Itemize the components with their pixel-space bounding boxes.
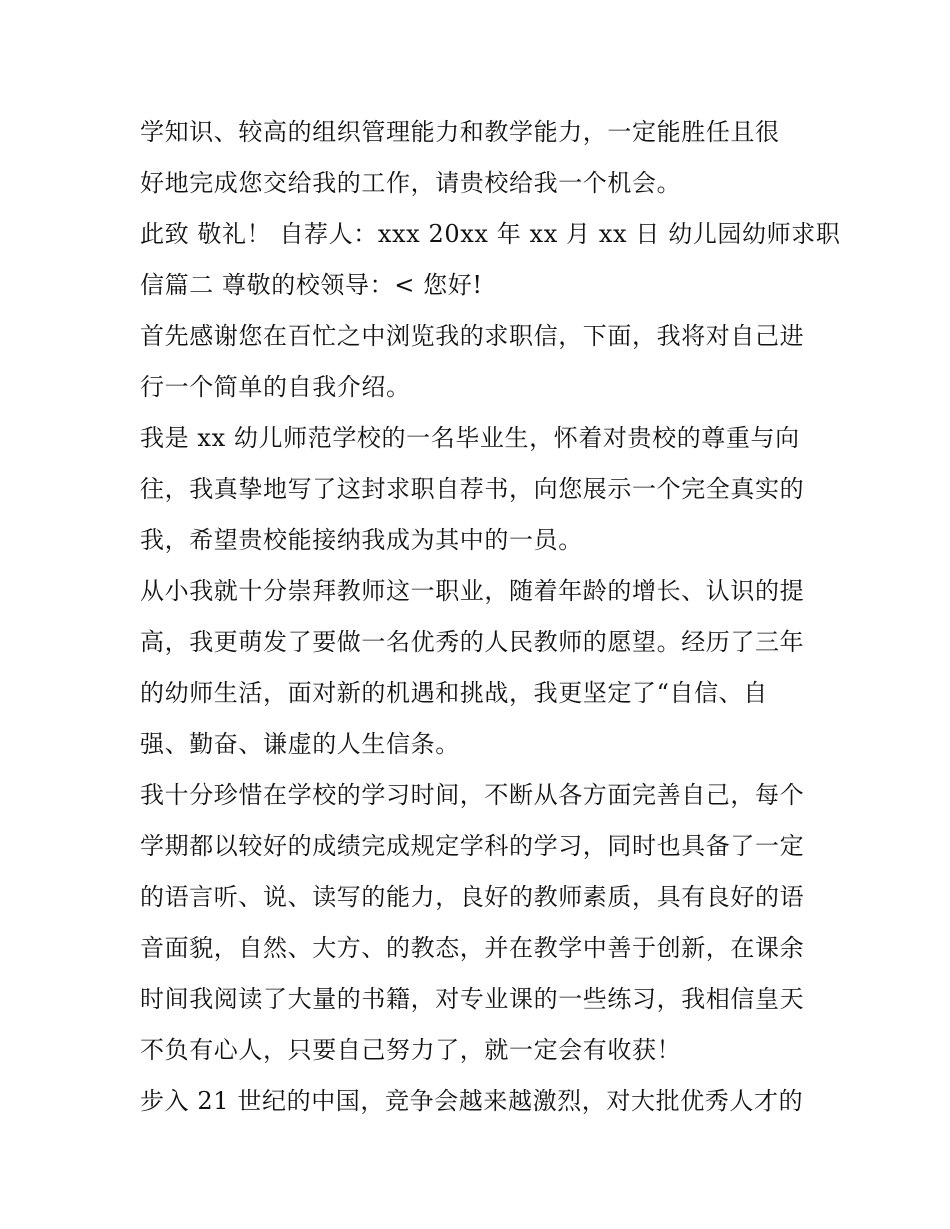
text-line-content: 音面貌，自然、大方、的教态，并在教学中善于创新，在课余 [140, 934, 805, 962]
text-line [140, 868, 820, 919]
text-line-content: 信篇二 尊敬的校领导：< 您好! [140, 271, 483, 299]
text-line [140, 664, 820, 715]
text-line [140, 817, 820, 868]
text-line-content: 学知识、较高的组织管理能力和教学能力，一定能胜任且很 [140, 118, 780, 146]
text-line-content: 强、勤奋、谦虚的人生信条。 [140, 730, 460, 758]
text-line-content: 从小我就十分崇拜教师这一职业，随着年龄的增长、认识的提 [140, 577, 805, 605]
text-line [140, 460, 820, 511]
text-line [140, 256, 820, 307]
text-line-content: 时间我阅读了大量的书籍，对专业课的一些练习，我相信皇天 [140, 985, 805, 1013]
text-line [140, 358, 820, 409]
text-line-content: 此致 敬礼！ 自荐人：xxx 20xx 年 xx 月 xx 日 幼儿园幼师求职 [140, 220, 841, 248]
document-body [140, 103, 841, 1123]
text-line [140, 307, 820, 358]
text-line [140, 970, 820, 1021]
text-line-content: 不负有心人，只要自己努力了，就一定会有收获！ [140, 1036, 682, 1064]
text-line-content: 的幼师生活，面对新的机遇和挑战，我更坚定了“自信、自 [140, 679, 768, 707]
text-line [140, 205, 841, 256]
text-line [140, 1021, 820, 1072]
text-line [140, 919, 820, 970]
text-line-content: 我，希望贵校能接纳我成为其中的一员。 [140, 526, 583, 554]
text-line [140, 103, 820, 154]
text-line [140, 766, 820, 817]
text-line [140, 409, 820, 460]
text-line [140, 511, 820, 562]
text-line [140, 1072, 820, 1123]
text-line-content: 的语言听、说、读写的能力，良好的教师素质，具有良好的语 [140, 883, 805, 911]
text-line-content: 高，我更萌发了要做一名优秀的人民教师的愿望。经历了三年 [140, 628, 805, 656]
text-line-content: 好地完成您交给我的工作，请贵校给我一个机会。 [140, 169, 682, 197]
text-line [140, 562, 820, 613]
text-line-content: 首先感谢您在百忙之中浏览我的求职信，下面，我将对自己进 [140, 322, 805, 350]
text-line [140, 715, 820, 766]
text-line-content: 学期都以较好的成绩完成规定学科的学习，同时也具备了一定 [140, 832, 805, 860]
text-line-content: 行一个简单的自我介绍。 [140, 373, 411, 401]
text-line [140, 154, 820, 205]
text-line-content: 我十分珍惜在学校的学习时间，不断从各方面完善自己，每个 [140, 781, 805, 809]
text-line-content: 我是 xx 幼儿师范学校的一名毕业生，怀着对贵校的尊重与向 [140, 424, 800, 452]
text-line-content: 步入 21 世纪的中国，竞争会越来越激烈，对大批优秀人才的 [140, 1087, 804, 1115]
text-line-content: 往，我真挚地写了这封求职自荐书，向您展示一个完全真实的 [140, 475, 805, 503]
text-line [140, 613, 820, 664]
